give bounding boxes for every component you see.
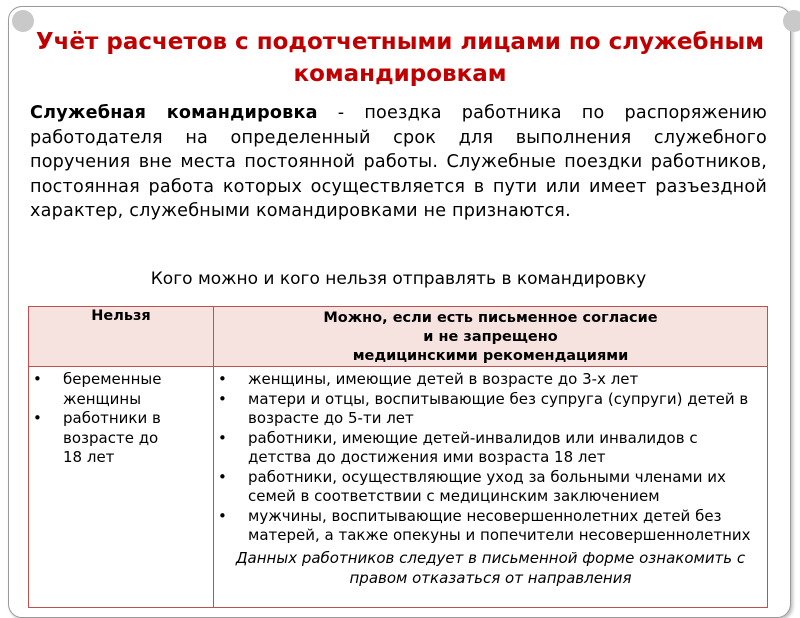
- forbidden-list: [29, 367, 213, 468]
- corner-decoration: [783, 10, 800, 32]
- definition-paragraph: [30, 101, 767, 224]
- definition-text: - поездка работника по распоряжению работодателя на определенный срок для выполнения служебного поручения вне места постоянной работы. Служебные поездки работников, постоянная работа которых осуществляется в пути или имеет разъездной характер, служебными командировками не признаются.: [30, 103, 767, 221]
- list-item: • матери и отцы, воспитывающие без супруга (супруги) детей в возрасте до 5-ти лет: [248, 390, 767, 429]
- allowed-list: [214, 367, 767, 546]
- table-caption: Кого можно и кого нельзя отправлять в командировку: [150, 269, 647, 289]
- header-line: Можно, если есть письменное согласие: [323, 310, 658, 326]
- slide-title: Учёт расчетов с подотчетными лицами по служебным командировкам: [35, 29, 765, 87]
- list-item: • работники, имеющие детей-инвалидов или инвалидов с детства до достижения ими возраста 18 лет: [248, 429, 767, 468]
- travel-permission-table: [28, 306, 768, 608]
- column-header-allowed: [214, 307, 768, 367]
- list-item: • женщины, имеющие детей в возрасте до 3-х лет: [248, 370, 767, 390]
- header-line: и не запрещено: [423, 329, 558, 345]
- list-item: • мужчины, воспитывающие несовершеннолетних детей без матерей, а также опекуны и попечители несовершеннолетних: [248, 507, 767, 546]
- table-row: [29, 367, 768, 608]
- table-header-row: [29, 307, 768, 367]
- header-line: медицинскими рекомендациями: [352, 348, 629, 364]
- column-header-forbidden: Нельзя: [29, 307, 214, 367]
- definition-term: Служебная командировка: [30, 103, 318, 123]
- list-item: • работники, осуществляющие уход за больными членами их семей в соответствии с медицинским заключением: [248, 468, 767, 507]
- forbidden-cell: [29, 367, 214, 608]
- list-item: • работники в возрасте до 18 лет: [63, 409, 163, 468]
- allowed-cell: [214, 367, 768, 608]
- table-note: Данных работников следует в письменной форме ознакомить с правом отказаться от направления: [235, 548, 746, 587]
- list-item: • беременные женщины: [63, 370, 183, 409]
